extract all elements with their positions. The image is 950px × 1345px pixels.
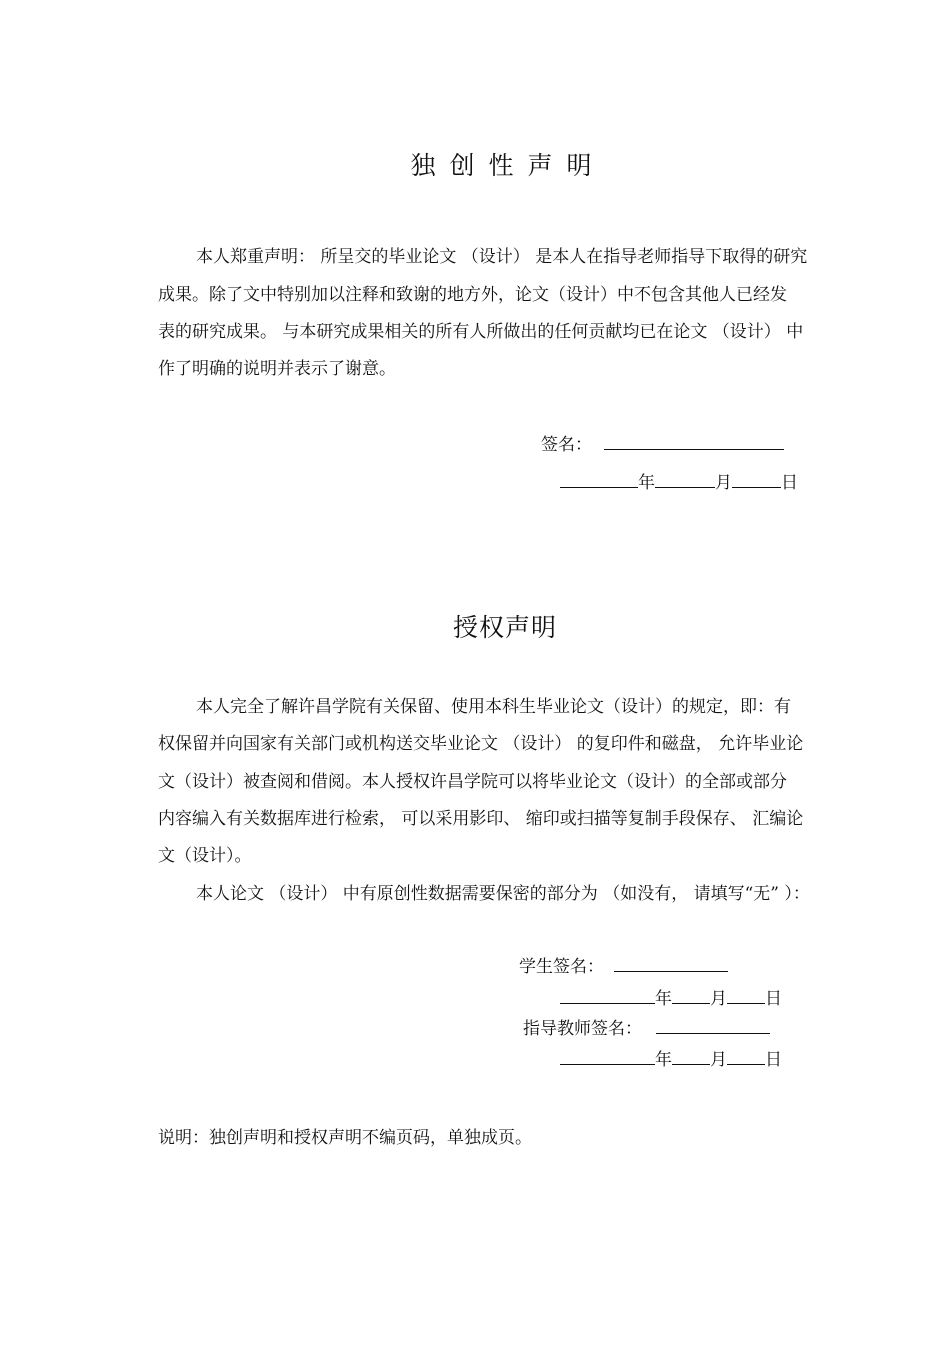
student-date-row [560, 988, 782, 1009]
authorization-line-4: 内容编入有关数据库进行检索， 可以采用影印、 缩印或扫描等复制手段保存、 汇编论 [158, 809, 804, 829]
advisor-signature-row [523, 1018, 770, 1039]
signature-blank[interactable] [604, 434, 784, 450]
student-month-blank[interactable] [672, 988, 710, 1004]
student-signature-label: 学生签名： [519, 957, 604, 977]
day-label: 日 [781, 473, 798, 493]
authorization-line-3: 文（设计）被查阅和借阅。本人授权许昌学院可以将毕业论文（设计）的全部或部分 [158, 772, 787, 792]
advisor-signature-blank[interactable] [656, 1018, 770, 1034]
student-day-label: 日 [765, 989, 782, 1009]
student-year-blank[interactable] [560, 988, 655, 1004]
advisor-signature-label: 指导教师签名： [523, 1019, 642, 1039]
signature-label: 签名： [541, 435, 592, 455]
advisor-day-blank[interactable] [727, 1049, 765, 1065]
originality-line-2: 成果。除了文中特别加以注释和致谢的地方外，论文（设计）中不包含其他人已经发 [158, 285, 787, 305]
originality-line-1: 本人郑重声明： 所呈交的毕业论文 （设计） 是本人在指导老师指导下取得的研究 [196, 247, 808, 267]
student-day-blank[interactable] [727, 988, 765, 1004]
originality-title: 独创性声明 [410, 151, 606, 180]
advisor-year-blank[interactable] [560, 1049, 655, 1065]
student-month-label: 月 [710, 989, 727, 1009]
footnote: 说明：独创声明和授权声明不编页码，单独成页。 [158, 1128, 532, 1148]
advisor-month-blank[interactable] [672, 1049, 710, 1065]
advisor-day-label: 日 [765, 1050, 782, 1070]
originality-line-3: 表的研究成果。 与本研究成果相关的所有人所做出的任何贡献均已在论文 （设计） 中 [158, 322, 804, 342]
authorization-line-5: 文（设计）。 [158, 846, 252, 866]
year-label: 年 [638, 473, 655, 493]
originality-signature-row [541, 434, 784, 455]
advisor-year-label: 年 [655, 1050, 672, 1070]
month-label: 月 [715, 473, 732, 493]
student-year-label: 年 [655, 989, 672, 1009]
day-blank[interactable] [732, 472, 781, 488]
authorization-line-2: 权保留并向国家有关部门或机构送交毕业论文 （设计） 的复印件和磁盘， 允许毕业论 [158, 734, 804, 754]
authorization-title: 授权声明 [452, 613, 557, 642]
originality-line-4: 作了明确的说明并表示了谢意。 [158, 359, 396, 379]
authorization-line-6: 本人论文 （设计） 中有原创性数据需要保密的部分为 （如没有， 请填写“无” ）： [196, 884, 810, 904]
advisor-month-label: 月 [710, 1050, 727, 1070]
originality-date-row [560, 472, 798, 493]
year-blank[interactable] [560, 472, 638, 488]
student-signature-blank[interactable] [614, 956, 728, 972]
student-signature-row [519, 956, 728, 977]
month-blank[interactable] [655, 472, 715, 488]
authorization-line-1: 本人完全了解许昌学院有关保留、使用本科生毕业论文（设计）的规定，即：有 [196, 697, 791, 717]
advisor-date-row [560, 1049, 782, 1070]
